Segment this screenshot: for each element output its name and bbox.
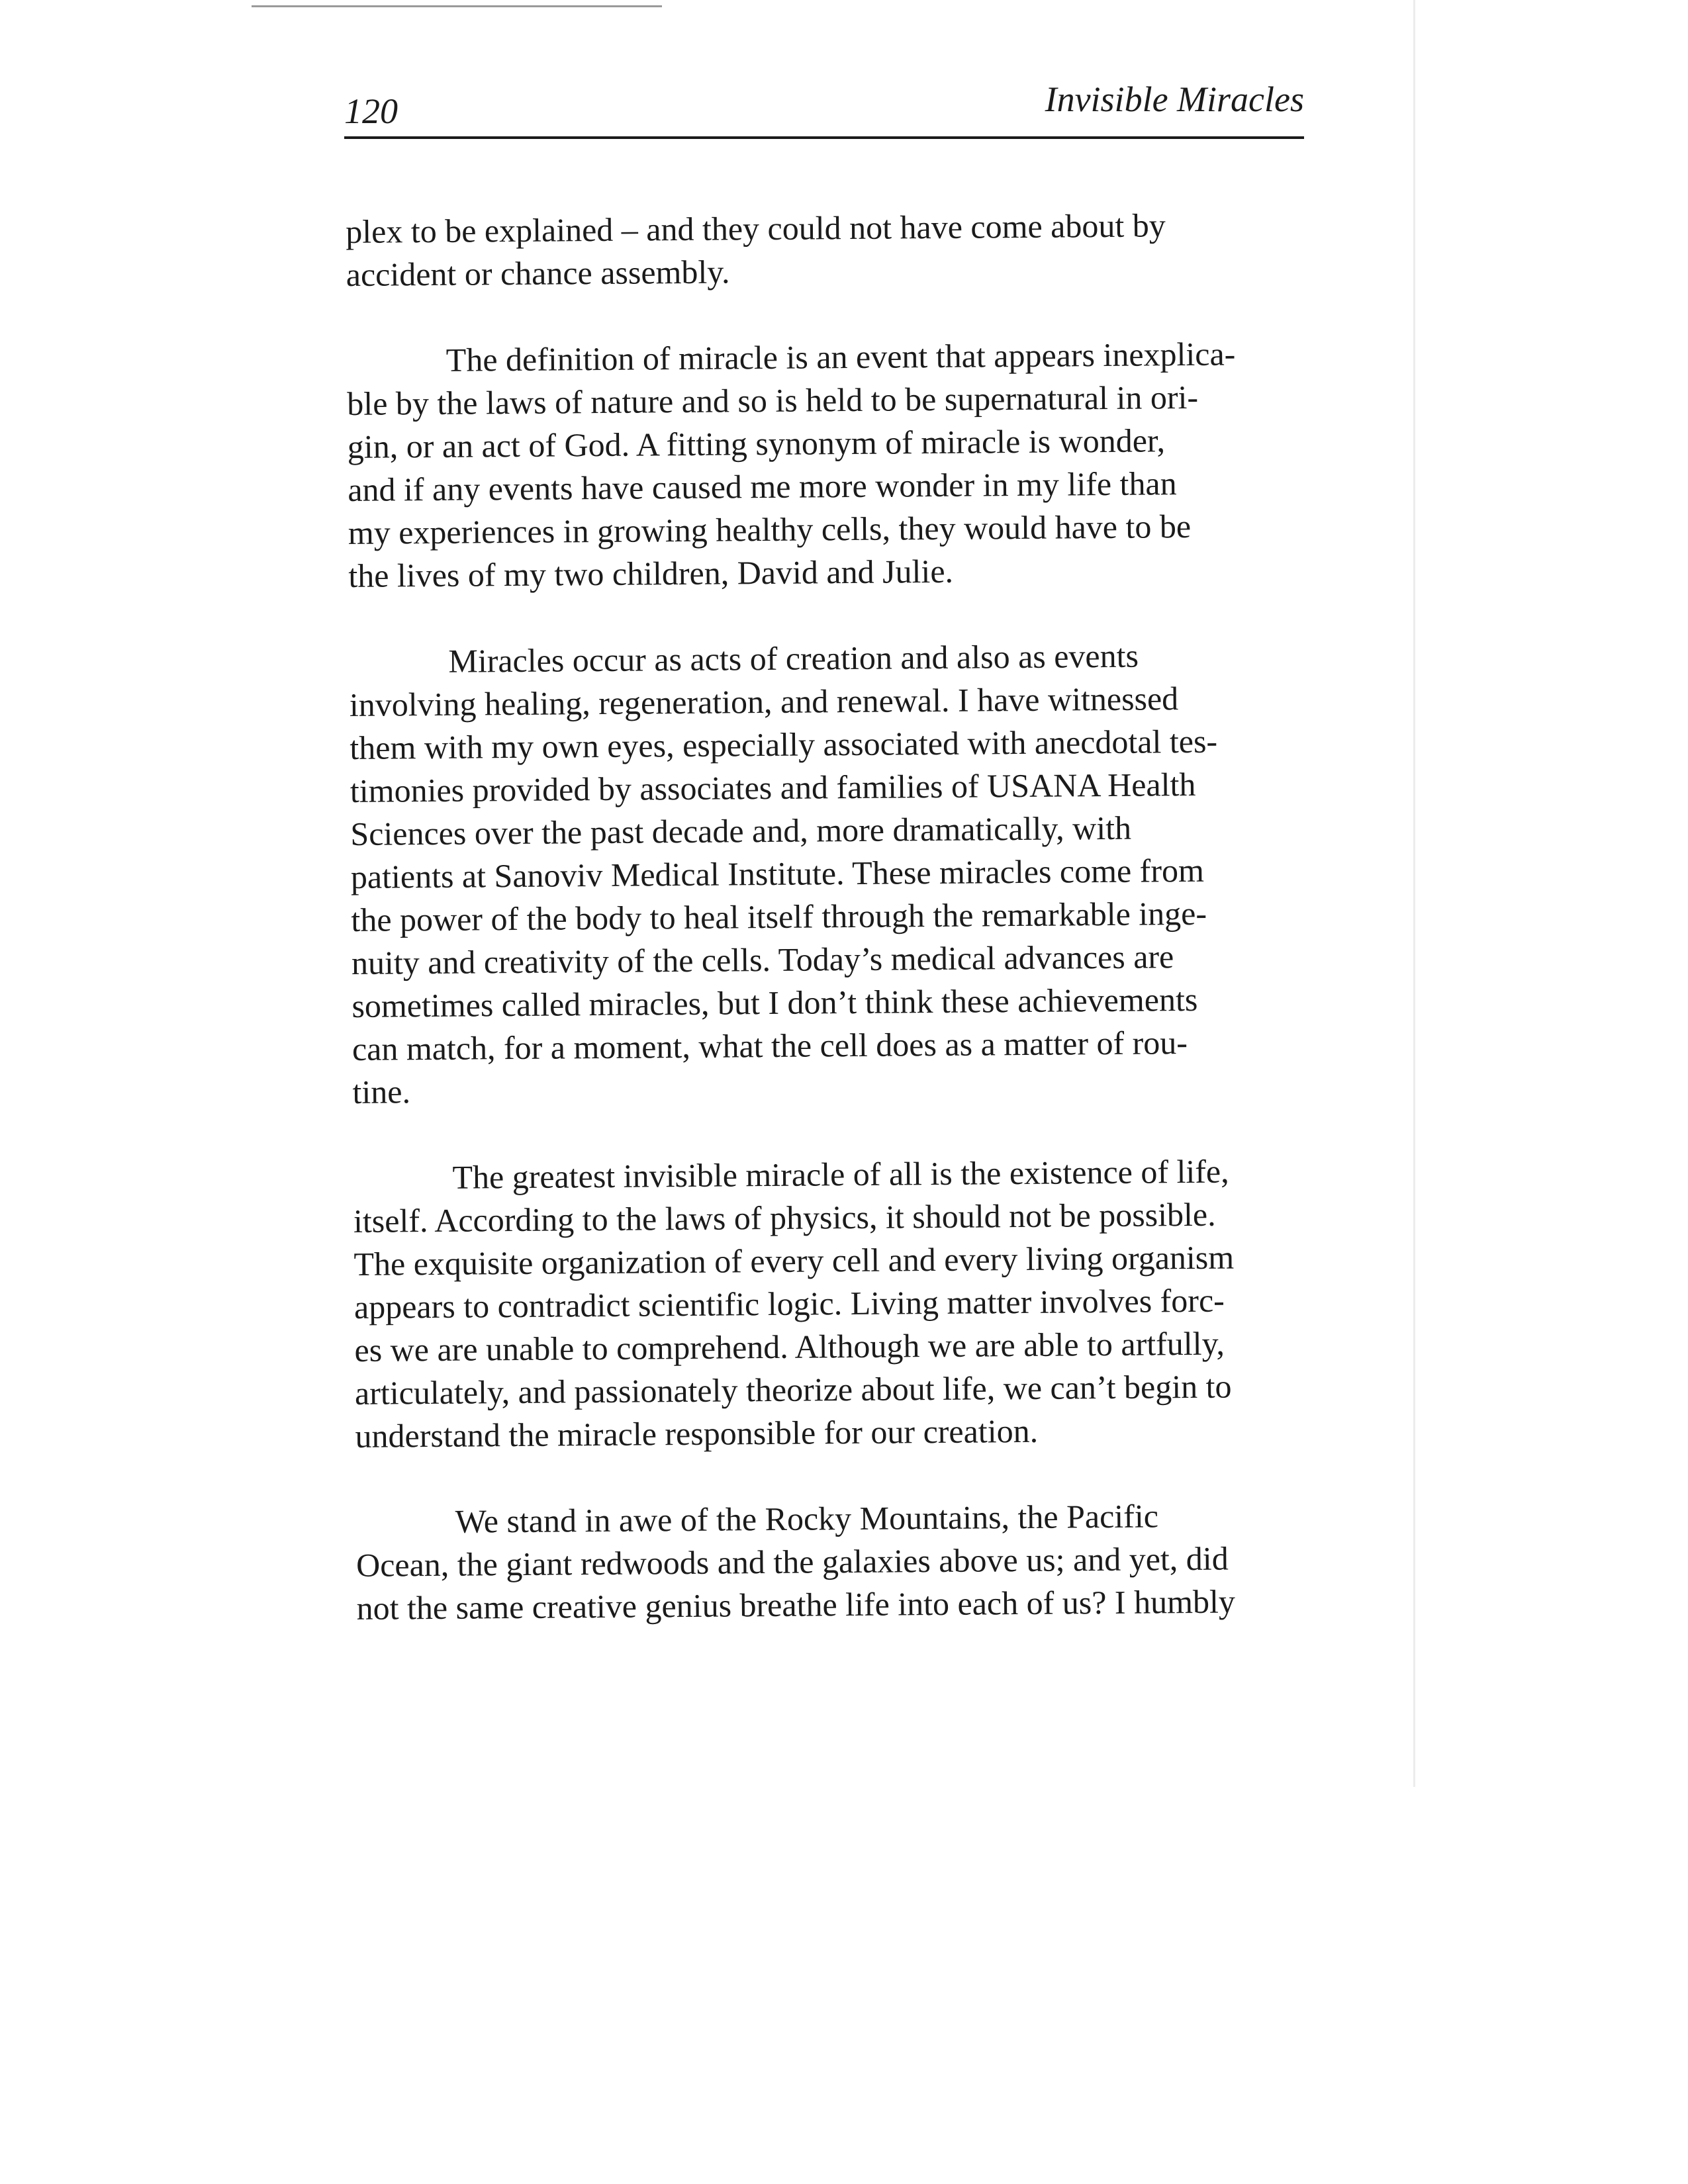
text-line: timonies provided by associates and families of USANA Health <box>350 765 1196 809</box>
text-line: not the same creative genius breathe life into each of us? I humbly <box>356 1582 1236 1627</box>
text-line: The definition of miracle is an event that appears inexplica- <box>445 335 1236 379</box>
text-line: es we are unable to comprehend. Although we are able to artfully, <box>354 1324 1225 1369</box>
paragraph-we-stand-in-awe <box>355 1493 1327 1630</box>
body-text <box>346 203 1327 1672</box>
book-title: Invisible Miracles <box>1045 79 1304 119</box>
text-line: The exquisite organization of every cell and every living organism <box>353 1238 1235 1283</box>
scan-edge-right <box>1413 0 1415 1787</box>
paragraph-miracles-occur <box>349 633 1323 1113</box>
paragraph-greatest-miracle <box>353 1149 1326 1457</box>
text-line: my experiences in growing healthy cells, they would have to be <box>348 507 1192 551</box>
text-line: the lives of my two children, David and Julie. <box>348 552 954 594</box>
text-line: appears to contradict scientific logic. Living matter involves forc- <box>353 1281 1225 1326</box>
text-line: tine. <box>352 1073 411 1111</box>
text-line: articulately, and passionately theorize about life, we can’t begin to <box>354 1367 1232 1412</box>
text-line: gin, or an act of God. A fitting synonym of miracle is wonder, <box>347 422 1166 465</box>
running-head <box>344 79 1304 139</box>
text-line: accident or chance assembly. <box>346 253 730 293</box>
text-line: itself. According to the laws of physics, it should not be possible. <box>353 1195 1216 1240</box>
page-number: 120 <box>344 91 398 131</box>
scan-edge-top <box>252 5 662 7</box>
paragraph-continuation <box>346 203 1317 296</box>
text-line: understand the miracle responsible for our creation. <box>355 1412 1039 1455</box>
text-line: nuity and creativity of the cells. Today’s medical advances are <box>351 938 1174 981</box>
text-line: Sciences over the past decade and, more dramatically, with <box>350 809 1132 852</box>
text-line: sometimes called miracles, but I don’t think these achievements <box>352 980 1198 1024</box>
text-line: them with my own eyes, especially associated with anecdotal tes- <box>350 722 1218 766</box>
paragraph-miracle-definition <box>347 332 1319 598</box>
text-line: Miracles occur as acts of creation and also as events <box>448 637 1139 680</box>
text-line: can match, for a moment, what the cell does as a matter of rou- <box>352 1024 1188 1068</box>
text-line: plex to be explained – and they could not have come about by <box>346 206 1166 250</box>
header-rule <box>344 136 1304 139</box>
text-line: Ocean, the giant redwoods and the galaxies above us; and yet, did <box>355 1539 1229 1584</box>
text-line: ble by the laws of nature and so is held to be supernatural in ori- <box>347 378 1199 422</box>
text-line: patients at Sanoviv Medical Institute. These miracles come from <box>350 851 1205 895</box>
text-line: the power of the body to heal itself through the remarkable inge- <box>351 894 1207 938</box>
text-line: and if any events have caused me more wonder in my life than <box>348 465 1177 508</box>
text-line: The greatest invisible miracle of all is the existence of life, <box>452 1152 1229 1196</box>
text-line: We stand in awe of the Rocky Mountains, the Pacific <box>455 1497 1159 1540</box>
text-line: involving healing, regeneration, and renewal. I have witnessed <box>349 680 1179 723</box>
